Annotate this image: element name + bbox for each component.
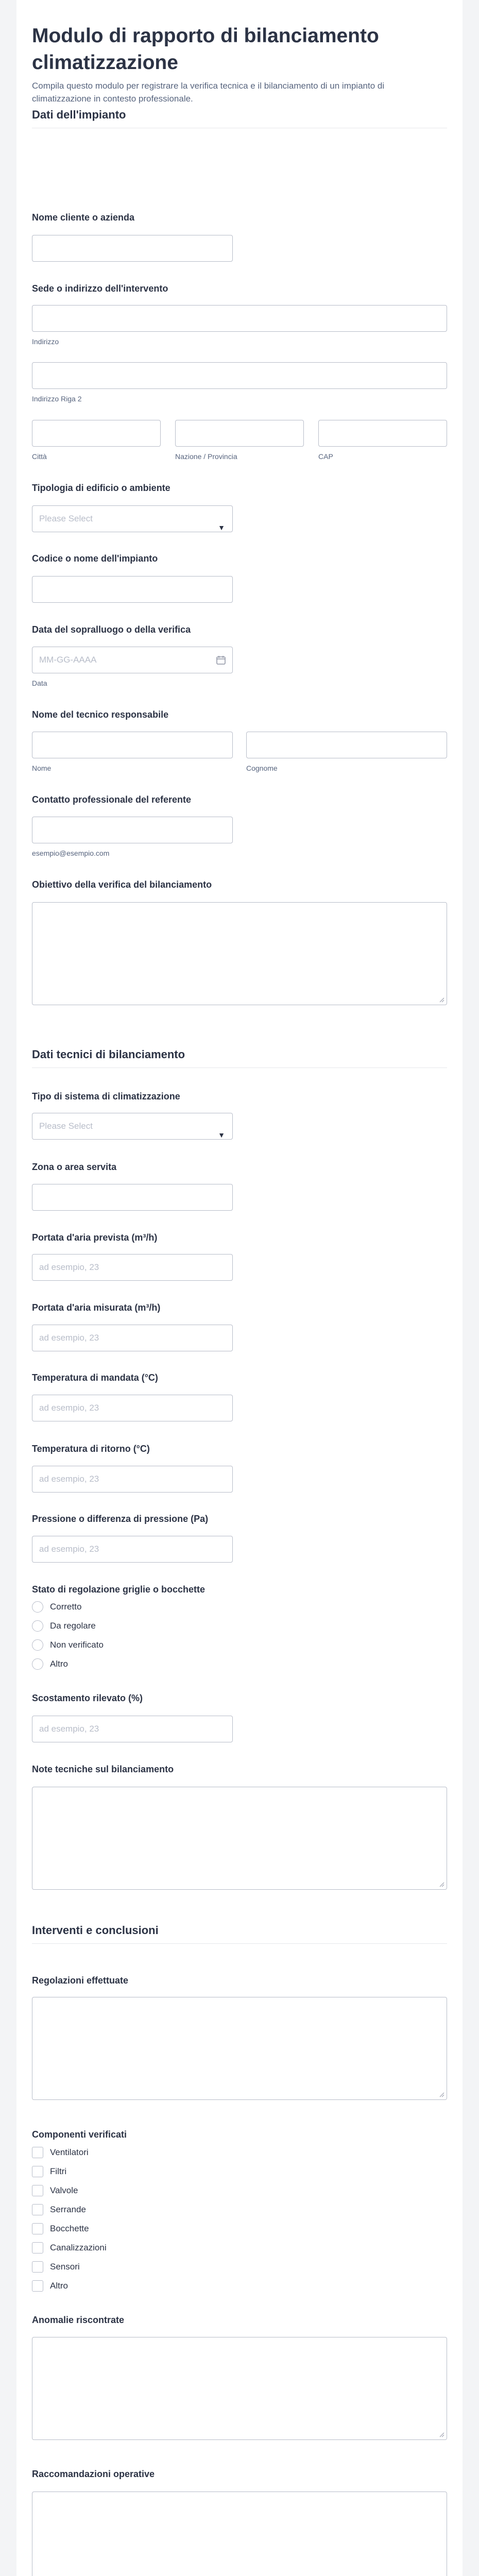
contact-email-input[interactable] [32, 817, 233, 843]
building-select[interactable] [32, 505, 233, 532]
airflow-planned-placeholder: ad esempio, 23 [39, 1262, 99, 1272]
deviation-label: Scostamento rilevato (%) [32, 1693, 143, 1703]
system-code-input[interactable] [32, 576, 233, 603]
resize-grip-icon[interactable] [439, 2092, 444, 2097]
components-option-label: Altro [50, 2281, 68, 2291]
checkbox[interactable] [32, 2242, 43, 2253]
tech-last-name-input[interactable] [246, 732, 447, 758]
address-line2-sublabel: Indirizzo Riga 2 [32, 395, 82, 403]
recommendations-label: Raccomandazioni operative [32, 2469, 155, 2479]
checkbox[interactable] [32, 2204, 43, 2215]
components-option-label: Valvole [50, 2185, 78, 2195]
radio-button[interactable] [32, 1658, 43, 1670]
system-type-label: Tipo di sistema di climatizzazione [32, 1091, 180, 1101]
radio-button[interactable] [32, 1639, 43, 1651]
calendar-icon[interactable] [216, 655, 226, 665]
city-input[interactable] [32, 420, 161, 447]
components-option[interactable] [32, 2241, 107, 2255]
form-card [16, 0, 463, 2576]
client-input[interactable] [32, 235, 233, 262]
chevron-down-icon: ▼ [218, 1131, 225, 1139]
contact-email-sublabel: esempio@esempio.com [32, 849, 110, 857]
components-option[interactable] [32, 2279, 68, 2293]
adjustments-label: Regolazioni effettuate [32, 1975, 129, 1986]
grille-option[interactable] [32, 1638, 104, 1652]
date-sublabel: Data [32, 679, 47, 687]
components-option-label: Ventilatori [50, 2147, 89, 2157]
deviation-input[interactable] [32, 1716, 233, 1742]
address-line1-input[interactable] [32, 305, 447, 332]
radio-button[interactable] [32, 1601, 43, 1613]
state-input[interactable] [175, 420, 304, 447]
zone-label: Zona o area servita [32, 1162, 117, 1172]
components-option[interactable] [32, 2165, 66, 2178]
components-option[interactable] [32, 2184, 78, 2197]
building-label: Tipologia di edificio o ambiente [32, 483, 170, 493]
date-input[interactable] [32, 647, 233, 673]
zone-input[interactable] [32, 1184, 233, 1211]
checkbox[interactable] [32, 2147, 43, 2158]
form-title: Modulo di rapporto di bilanciamento climatizzazione [32, 25, 379, 74]
supply-temp-placeholder: ad esempio, 23 [39, 1403, 99, 1413]
grille-option-label: Da regolare [50, 1621, 96, 1631]
section-title-impianto: Dati dell'impianto [32, 108, 126, 121]
city-sublabel: Città [32, 452, 47, 461]
objective-label: Obiettivo della verifica del bilanciamento [32, 879, 212, 890]
building-select-value: Please Select [39, 514, 93, 523]
return-temp-placeholder: ad esempio, 23 [39, 1474, 99, 1484]
address-line1-sublabel: Indirizzo [32, 337, 59, 346]
date-label: Data del sopralluogo o della verifica [32, 624, 191, 635]
checkbox[interactable] [32, 2261, 43, 2273]
grille-option[interactable] [32, 1600, 81, 1614]
client-label: Nome cliente o azienda [32, 212, 135, 223]
system-type-select[interactable] [32, 1113, 233, 1140]
contact-label: Contatto professionale del referente [32, 794, 192, 805]
components-option[interactable] [32, 2260, 80, 2274]
components-option[interactable] [32, 2222, 89, 2235]
components-option-label: Sensori [50, 2262, 80, 2272]
components-option-label: Filtri [50, 2166, 67, 2176]
grille-option[interactable] [32, 1657, 68, 1671]
recommendations-textarea[interactable] [32, 2492, 447, 2576]
checkbox[interactable] [32, 2280, 43, 2292]
supply-temp-input[interactable] [32, 1395, 233, 1421]
grille-label: Stato di regolazione griglie o bocchette [32, 1584, 206, 1595]
components-option-label: Bocchette [50, 2224, 89, 2233]
components-option-label: Canalizzazioni [50, 2243, 107, 2252]
section-divider [32, 1943, 447, 1944]
section-divider [32, 1067, 447, 1068]
section-title-dati-tecnici: Dati tecnici di bilanciamento [32, 1048, 185, 1061]
system-code-label: Codice o nome dell'impianto [32, 553, 158, 564]
chevron-down-icon: ▼ [218, 523, 225, 532]
return-temp-input[interactable] [32, 1466, 233, 1493]
airflow-planned-label: Portata d'aria prevista (m³/h) [32, 1232, 158, 1243]
tech-label: Nome del tecnico responsabile [32, 709, 169, 720]
airflow-measured-label: Portata d'aria misurata (m³/h) [32, 1302, 161, 1313]
tech-first-name-sublabel: Nome [32, 764, 52, 772]
airflow-planned-input[interactable] [32, 1254, 233, 1281]
anomalies-label: Anomalie riscontrate [32, 2315, 125, 2325]
grille-option-label: Corretto [50, 1602, 82, 1612]
airflow-measured-input[interactable] [32, 1325, 233, 1351]
form-subtitle: Compila questo modulo per registrare la verifica tecnica e il bilanciamento di un impianto di climatizzazione in contesto professionale. [32, 81, 385, 104]
objective-textarea[interactable] [32, 902, 447, 1005]
date-placeholder: MM-GG-AAAA [39, 655, 97, 665]
supply-temp-label: Temperatura di mandata (°C) [32, 1372, 158, 1383]
pressure-input[interactable] [32, 1536, 233, 1563]
notes-label: Note tecniche sul bilanciamento [32, 1764, 174, 1774]
address-label: Sede o indirizzo dell'intervento [32, 283, 168, 294]
resize-grip-icon[interactable] [439, 1882, 444, 1887]
checkbox[interactable] [32, 2223, 43, 2234]
state-sublabel: Nazione / Provincia [175, 452, 237, 461]
grille-option[interactable] [32, 1619, 96, 1633]
checkbox[interactable] [32, 2166, 43, 2177]
zip-sublabel: CAP [318, 452, 333, 461]
grille-option-label: Altro [50, 1659, 68, 1669]
radio-button[interactable] [32, 1620, 43, 1632]
pressure-label: Pressione o differenza di pressione (Pa) [32, 1514, 209, 1524]
adjustments-textarea[interactable] [32, 1997, 447, 2100]
components-option[interactable] [32, 2146, 89, 2159]
anomalies-textarea[interactable] [32, 2337, 447, 2440]
deviation-placeholder: ad esempio, 23 [39, 1724, 99, 1734]
components-label: Componenti verificati [32, 2129, 127, 2140]
return-temp-label: Temperatura di ritorno (°C) [32, 1444, 150, 1454]
resize-grip-icon[interactable] [439, 2432, 444, 2437]
resize-grip-icon[interactable] [439, 997, 444, 1003]
tech-last-name-sublabel: Cognome [246, 764, 278, 772]
components-option[interactable] [32, 2203, 86, 2216]
checkbox[interactable] [32, 2185, 43, 2196]
address-line2-input[interactable] [32, 362, 447, 389]
zip-input[interactable] [318, 420, 447, 447]
tech-first-name-input[interactable] [32, 732, 233, 758]
pressure-placeholder: ad esempio, 23 [39, 1544, 99, 1554]
grille-option-label: Non verificato [50, 1640, 104, 1650]
airflow-measured-placeholder: ad esempio, 23 [39, 1333, 99, 1343]
system-type-select-value: Please Select [39, 1121, 93, 1131]
form-header [32, 23, 444, 105]
section-title-interventi: Interventi e conclusioni [32, 1924, 159, 1937]
components-option-label: Serrande [50, 2205, 86, 2214]
notes-textarea[interactable] [32, 1787, 447, 1890]
